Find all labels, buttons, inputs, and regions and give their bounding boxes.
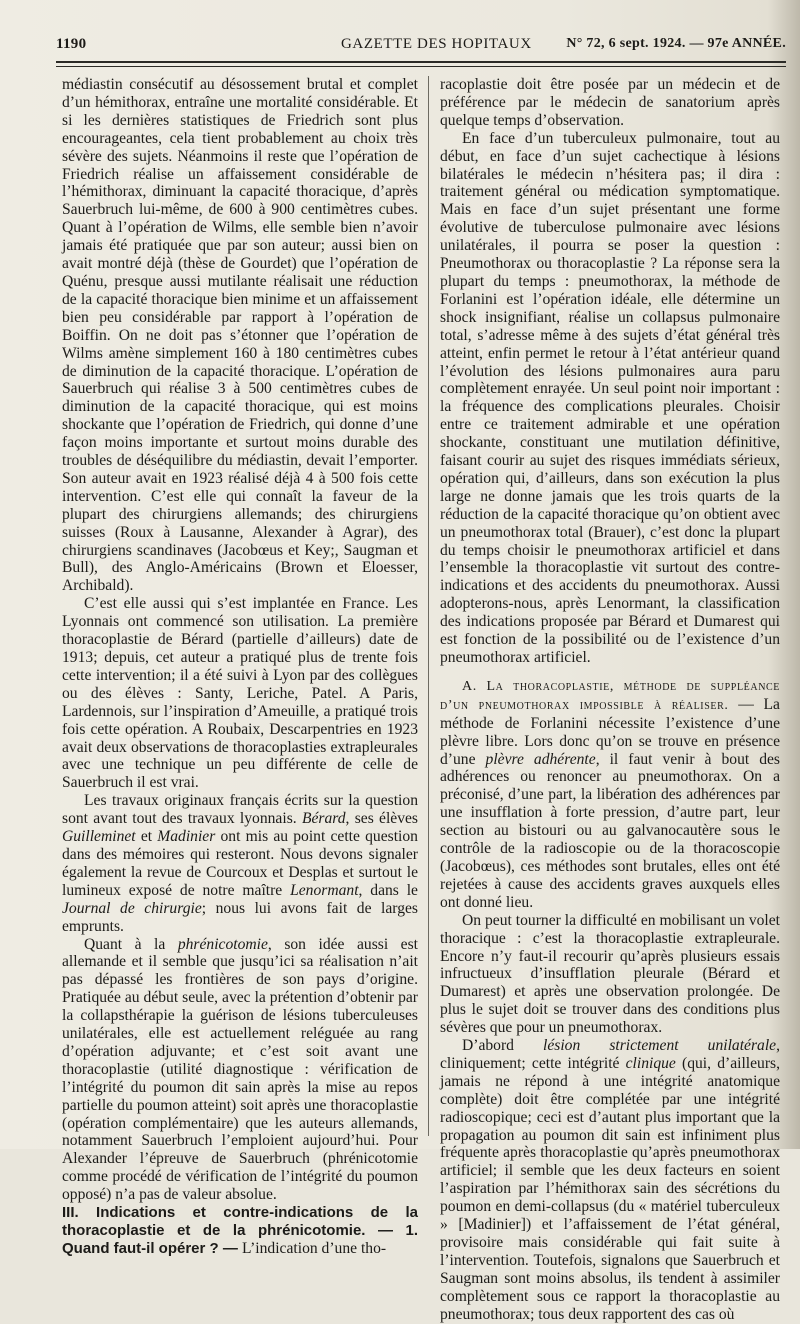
issue-info: N° 72, 6 sept. 1924. — 97e ANNÉE. xyxy=(566,36,786,51)
paragraph: Les travaux originaux français écrits sur la question sont avant tout des travaux lyonnais. Bérard, ses élèves Guilleminet et Madinier ont mis au point cette question dans des mémoires qui resteront. Nous devons signaler également la revue de Courcoux et Desplas et surtout le lumineux exposé de notre maître Lenormant, dans le Journal de chirurgie; nous lui avons fait de larges emprunts. xyxy=(62,792,419,935)
term: phrénicotomie xyxy=(177,935,268,953)
author-name: Bérard xyxy=(301,810,346,828)
header-rule-thick xyxy=(56,61,786,63)
left-column xyxy=(62,76,418,1258)
page-header xyxy=(56,34,786,60)
subsection-label: A. La thoracoplastie, méthode de suppléance d’un pneumothorax impossible à réaliser. xyxy=(440,678,780,713)
paragraph: A. La thoracoplastie, méthode de suppléance d’un pneumothorax impossible à réaliser. — La méthode de Forlanini nécessite l’existence d’une plèvre libre. Lors donc qu’on se trouve en présence d’une plèvre adhérente, il faut venir à bout des adhérences ou renoncer au pneumothorax. On a préconisé, d’une part, la libération des adhérences par une insufflation à forte pression, d’autre part, leur section au bistouri ou au galvanocautère sous le contrôle de la radioscopie ou de la thoracoscopie (Jacobœus), ces méthodes sont brutales, elles ont été rejetées à cause des accidents graves auxquels elles ont donné lieu. xyxy=(440,678,781,911)
author-name: Madinier xyxy=(157,828,216,846)
page-number: 1190 xyxy=(56,36,87,52)
term: clinique xyxy=(625,1054,676,1072)
paragraph: racoplastie doit être posée par un médecin et de préférence par le médecin de sanatorium après quelque temps d’observation. xyxy=(440,76,780,129)
section-tail: L’indication d’une tho- xyxy=(242,1239,387,1257)
section-heading: III. Indications et contre-indications de la thoracoplastie et de la phrénicotomie. — 1. Quand faut-il opérer ? — L’indication d’une tho- xyxy=(62,1204,418,1257)
column-divider xyxy=(428,76,429,1136)
author-name: Guilleminet xyxy=(62,828,136,846)
right-column xyxy=(440,76,780,1324)
paragraph: En face d’un tuberculeux pulmonaire, tout au début, en face d’un sujet cachectique à lésions bilatérales le médecin n’hésitera pas; il dira : traitement général ou médication symptomatique. Mais en face d’un sujet présentant une forme évolutive de tuberculose pulmonaire avec lésions unilatérales, il pourra se poser la question : Pneumothorax ou thoracoplastie ? La réponse sera la plupart du temps : pneumothorax, la méthode de Forlanini est l’opération idéale, elle détermine un shock insignifiant, réalise un collapsus pulmonaire total, s’adresse même à des sujets d’état général très atteint, enfin permet le retour à l’état antérieur quand l’évolution des lésions pulmonaires aura paru complètement enrayée. Un seul point noir important : la fréquence des complications pleurales. Choisir entre ce traitement admirable et une opération shockante, constituant une mutilation définitive, faisant courir au sujet des risques immédiats sérieux, opération qui, d’ailleurs, dans son exécution la plus large ne donne jamais que les trois quarts de la réduction de la capacité thoracique qu’on obtient avec un pneumothorax total (Brauer), c’est donc la plupart du temps choisir le pneumothorax artificiel et dans l’ensemble la thoracoplastie vit surtout des contre-indications et des accidents du pneumothorax. Aussi adopterons-nous, après Lenormant, la classification des indications proposée par Bérard et Dumarest qui est fonction de la possibilité ou de l’existence d’un pneumothorax artificiel. xyxy=(440,129,780,666)
paragraph: C’est elle aussi qui s’est implantée en France. Les Lyonnais ont commencé son utilisation. La première thoracoplastie de Bérard (partielle d’ailleurs) date de 1913; depuis, cet auteur a pratiqué plus de trente fois cette intervention; il a été suivi à Lyon par des collègues ou des élèves : Santy, Leriche, Patel. A Paris, Lardennois, sur l’inspiration d’Ameuille, a pratiqué trois fois cette opération. A Roubaix, Descarpentries en 1923 avait deux observations de thoracoplasties extrapleurales avec une technique un peu différente de celle de Sauerbruch il est vrai. xyxy=(62,595,418,792)
paragraph: D’abord lésion strictement unilatérale, cliniquement; cette intégrité clinique (qui, d’ailleurs, jamais ne répond à une intégrité anatomique complète) doit être complétée par une intégrité radioscopique; ceci est d’autant plus important que la propagation au poumon dit sain est infiniment plus fréquente après thoracoplastie qu’après pneumothorax artificiel; il semble que les deux facteurs en soient l’aspiration par l’hémithorax sain des sécrétions du poumon en demi-collapsus (du « matériel tuberculeux » [Madinier]) et l’affaissement de l’état général, provisoire mais considérable qui fait suite à l’intervention. Toutefois, signalons que Sauerbruch et Saugman sont moins absolus, ils tendent à assimiler complètement sous ce rapport la thoracoplastie au pneumothorax; tous deux rapportent des cas où xyxy=(440,1037,780,1323)
paragraph: médiastin consécutif au désossement brutal et complet d’un hémithorax, entraîne une mortalité considérable. Et si les dernières statistiques de Friedrich sont plus encourageantes, cela tient probablement au choix très sévère des sujets. Néanmoins il reste que l’opération de Friedrich réalise un affaissement considérable de l’hémithorax, diminuant la capacité thoracique, d’après Sauerbruch lui-même, de 600 à 900 centimètres cubes. Quant à l’opération de Wilms, elle semble bien n’avoir jamais été pratiquée que par son auteur; aussi bien on avait montré déjà (thèse de Gourdet) que l’opération de Quénu, presque aussi mutilante réalisait une réduction de la capacité thoracique bien minime et un affaissement bien peu considérable par rapport à l’opération de Boiffin. On ne doit pas s’étonner que l’opération de Wilms amène simplement 160 à 180 centimètres cubes de diminution de la capacité thoracique. L’opération de Sauerbruch qui réalise 3 à 500 centimètres cubes de diminution de la capacité thoracique, qui est moins shockante que l’opération de Friedrich, qui donne d’une façon moins importante et surtout moins durable des troubles de déséquilibre du médiastin, devait l’emporter. Son auteur avait en 1923 réalisé déjà 4 à 500 fois cette intervention. C’est elle qui connaît la faveur de la plupart des chirurgiens allemands; des chirurgiens suisses (Roux à Lausanne, Alexander à Agrar), des chirurgiens scandinaves (Jacobœus et Key;, Saugman et Bull), des Anglo-Américains (Brown et Eloesser, Archibald). xyxy=(62,76,418,595)
paragraph: Quant à la phrénicotomie, son idée aussi est allemande et il semble que jusqu’ici sa réalisation n’ait pas dépassé les frontières de son pays d’origine. Pratiquée au début seule, avec la prétention d’obtenir par la collapsthérapie la guérison de lésions tuberculeuses unilatérales, elle est actuellement reléguée au rang d’opération adjuvante; et c’est soit avant une thoracoplastie (utilité diagnostique : vérification de l’intégrité du poumon dit sain après la mise au repos partielle du poumon atteint) soit après une thoracoplastie (opération complémentaire) que les auteurs allemands, notamment Sauerbruch l’emploient aujourd’hui. Pour Alexander l’épreuve de Sauerbruch (phrénicotomie comme procédé de vérification de l’intégrité du poumon opposé) n’a pas de valeur absolue. xyxy=(62,935,418,1204)
term: plèvre adhérente xyxy=(485,750,596,768)
journal-name: Journal de chirurgie xyxy=(62,899,202,917)
journal-title: GAZETTE DES HOPITAUX xyxy=(341,36,532,52)
term: lésion strictement unilatérale xyxy=(543,1037,777,1055)
paragraph: On peut tourner la difficulté en mobilisant un volet thoracique : c’est la thoracoplastie extrapleurale. Encore n’y faut-il recourir qu’après plusieurs essais infructueux d’insufflation pleurale (Bérard et Dumarest) et après une observation prolongée. De plus le sujet doit se trouver dans des conditions plus sévères que pour un pneumothorax. xyxy=(440,911,780,1037)
header-rule-thin xyxy=(56,66,786,67)
author-name: Lenormant xyxy=(290,881,359,899)
